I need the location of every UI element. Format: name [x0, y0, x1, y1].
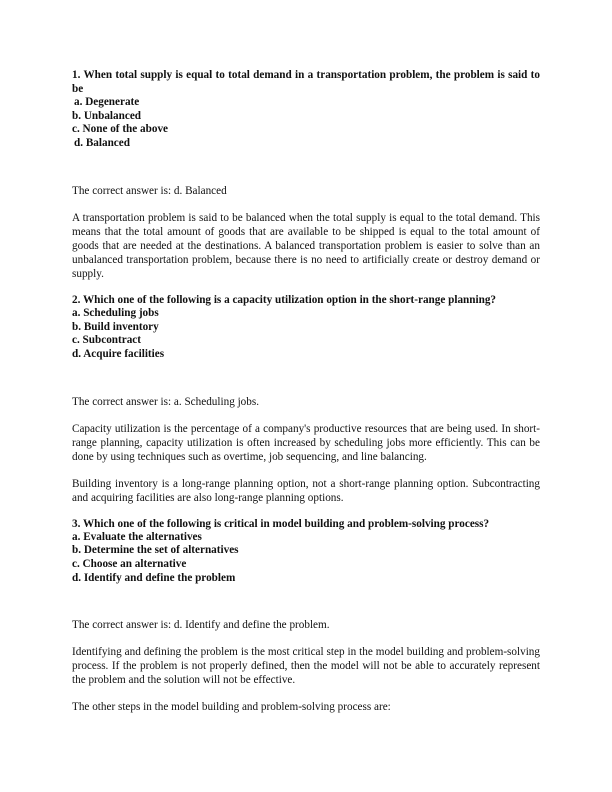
q1-correct-answer: The correct answer is: d. Balanced [72, 184, 227, 197]
q1-option-c: c. None of the above [72, 123, 169, 136]
q2-correct-answer: The correct answer is: a. Scheduling jobs. [72, 395, 260, 408]
q2-option-d: d. Acquire facilities [72, 347, 165, 360]
q1-option-b: b. Unbalanced [72, 109, 142, 122]
q2-option-c: c. Subcontract [72, 334, 141, 347]
document-page [72, 68, 540, 714]
question-2-text: 2. Which one of the following is a capacity utilization option in the short-range planning? [72, 293, 497, 306]
q2-option-b: b. Build inventory [72, 320, 159, 333]
question-1-text: 1. When total supply is equal to total demand in a transportation problem, the problem is said to be [72, 69, 540, 95]
q1-option-d: d. Balanced [74, 137, 130, 150]
q3-option-d: d. Identify and define the problem [72, 571, 236, 584]
q3-correct-answer: The correct answer is: d. Identify and define the problem. [72, 619, 330, 632]
question-3-text: 3. Which one of the following is critical in model building and problem-solving process? [72, 517, 490, 530]
q2-explanation-1: Capacity utilization is the percentage of a company's productive resources that are being used. In short-range planning, capacity utilization is often increased by scheduling jobs more efficiently. This can be done by using techniques such as overtime, job sequencing, and line balancing. [72, 422, 540, 463]
q1-option-a: a. Degenerate [74, 96, 140, 108]
q2-explanation-2: Building inventory is a long-range planning option, not a short-range planning option. Subcontracting and acquiring facilities are also long-range planning options. [72, 477, 540, 504]
q3-explanation-1: Identifying and defining the problem is the most critical step in the model building and problem-solving process. If the problem is not properly defined, then the model will not be able to accurately represent the problem and the solution will not be effective. [72, 646, 540, 687]
q1-explanation: A transportation problem is said to be balanced when the total supply is equal to the total demand. This means that the total amount of goods that are available to be shipped is equal to the total amount of goods that are needed at the destinations. A balanced transportation problem is easier to solve than an unbalanced transportation problem, because there is no need to artificially create or destroy demand or supply. [72, 211, 540, 280]
q3-option-b: b. Determine the set of alternatives [72, 544, 239, 557]
q3-explanation-2: The other steps in the model building and problem-solving process are: [72, 701, 391, 714]
q2-option-a: a. Scheduling jobs [72, 306, 159, 319]
q3-option-a: a. Evaluate the alternatives [72, 530, 202, 543]
q3-option-c: c. Choose an alternative [72, 558, 187, 571]
